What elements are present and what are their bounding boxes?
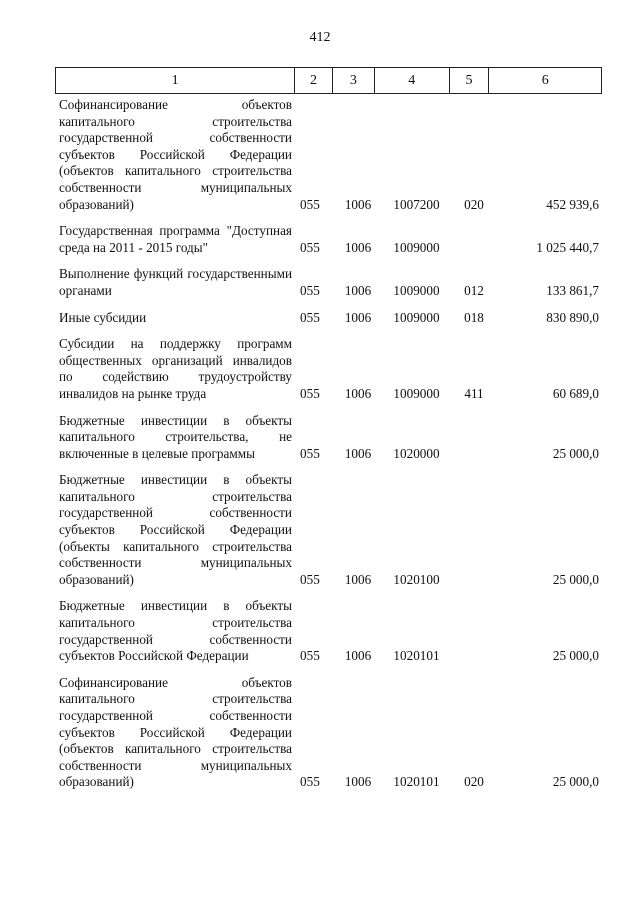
row-name: Иные субсидии [59,309,147,325]
row-col-3: 1006 [344,774,372,790]
row-col-6: 25 000,0 [552,774,599,790]
row-col-3: 1006 [344,239,372,255]
row-col-3: 1006 [344,309,372,325]
table-body [55,97,602,799]
header-col-5: 5 [450,68,490,93]
row-col-2: 055 [300,196,320,212]
table-row [55,223,602,256]
row-col-3: 1006 [344,282,372,298]
row-col-6: 60 689,0 [552,385,599,401]
row-col-2: 055 [300,445,320,461]
table-row [55,336,602,402]
header-col-6: 6 [541,73,549,88]
page-number: 412 [309,30,331,45]
row-col-3: 1006 [344,385,372,401]
table-row [55,413,602,463]
row-col-5: 018 [464,309,484,325]
row-col-2: 055 [300,571,320,587]
table-row [55,266,602,299]
row-col-2: 055 [300,774,320,790]
row-col-6: 25 000,0 [552,445,599,461]
header-col-1: 1 [56,68,295,93]
row-col-6: 1 025 440,7 [536,239,599,255]
row-col-2: 055 [300,648,320,664]
row-col-3: 1006 [344,445,372,461]
row-col-4: 1009000 [393,282,440,298]
row-col-4: 1009000 [393,239,440,255]
row-col-2: 055 [300,282,320,298]
row-col-6: 830 890,0 [546,309,599,325]
row-name: Софинансирование объектов капитального строительства государственной собственности субъектов Российской Федерации (объектов капитального строительства собственности муниципальных образований) [59,97,292,212]
row-col-5: 020 [464,774,484,790]
row-col-5: 411 [464,385,484,401]
row-col-4: 1007200 [393,196,440,212]
table-row [55,675,602,791]
table-row [55,310,602,327]
header-col-3: 3 [333,68,375,93]
row-col-4: 1009000 [393,385,440,401]
row-col-5: 020 [464,196,484,212]
row-col-6: 25 000,0 [552,571,599,587]
row-col-4: 1020101 [393,774,440,790]
row-col-5: 012 [464,282,484,298]
table-row [55,97,602,213]
row-col-6: 133 861,7 [546,282,599,298]
header-col-4: 4 [375,68,450,93]
row-col-4: 1009000 [393,309,440,325]
row-name: Бюджетные инвестиции в объекты капитального строительства государственной собственности субъектов Российской Федерации [59,598,292,664]
row-col-4: 1020101 [393,648,440,664]
row-name: Софинансирование объектов капитального строительства государственной собственности субъектов Российской Федерации (объектов капитального строительства собственности муниципальных образований) [59,674,292,790]
row-col-3: 1006 [344,571,372,587]
table-row [55,472,602,588]
row-col-3: 1006 [344,648,372,664]
header-col-2: 2 [295,68,333,93]
row-col-6: 452 939,6 [546,196,599,212]
row-name: Субсидии на поддержку программ общественных организаций инвалидов по содействию трудоустройству инвалидов на рынке труда [59,336,292,401]
row-col-6: 25 000,0 [552,648,599,664]
table-header [55,67,602,94]
row-name: Государственная программа "Доступная среда на 2011 - 2015 годы" [59,223,292,255]
row-col-2: 055 [300,309,320,325]
table-row [55,598,602,664]
row-col-2: 055 [300,385,320,401]
row-col-2: 055 [300,239,320,255]
row-col-4: 1020000 [393,445,440,461]
row-col-4: 1020100 [393,571,440,587]
row-name: Выполнение функций государственными органами [59,266,292,298]
row-name: Бюджетные инвестиции в объекты капитального строительства государственной собственности субъектов Российской Федерации (объекты капитального строительства собственности муниципальных образований) [59,472,292,587]
row-name: Бюджетные инвестиции в объекты капитального строительства, не включенные в целевые программы [59,412,292,461]
row-col-3: 1006 [344,196,372,212]
